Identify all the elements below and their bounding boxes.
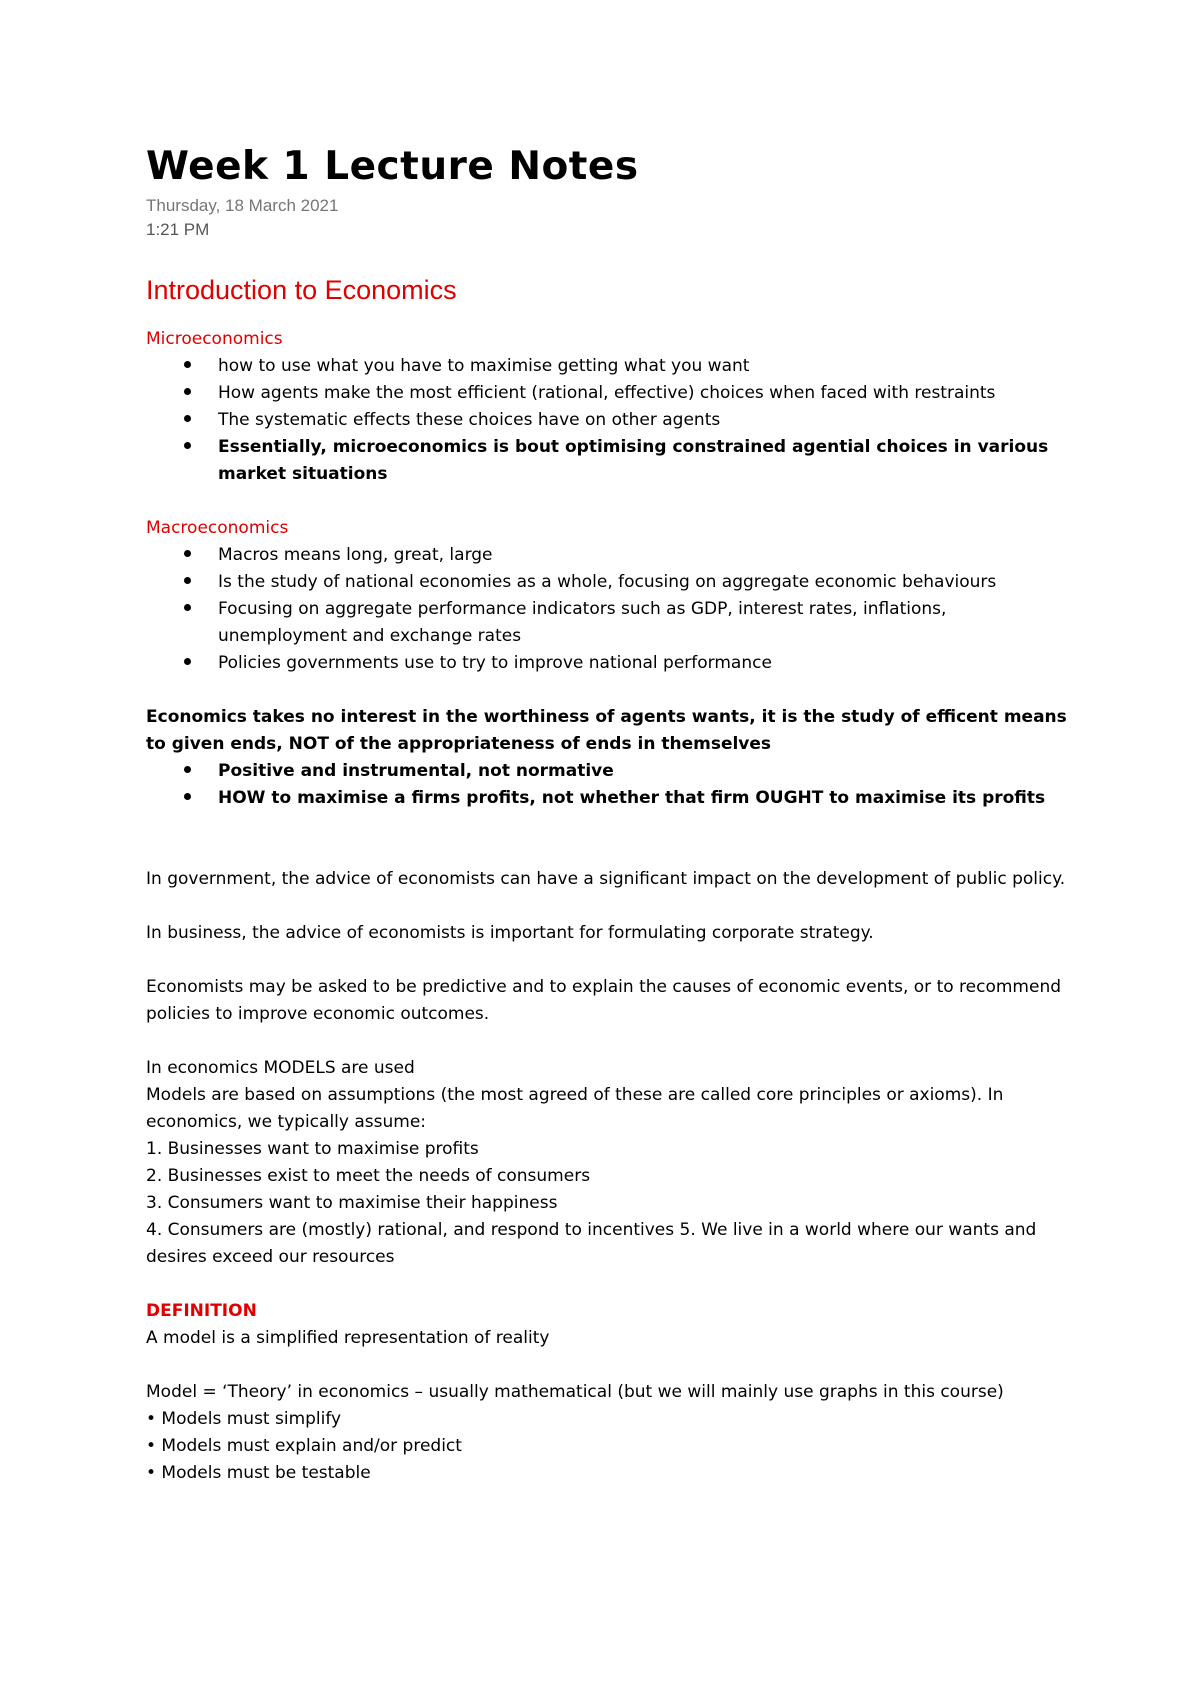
micro-list: [146, 353, 1076, 488]
models-assumptions: Models are based on assumptions (the most agreed of these are called core principles or axioms). In economics, we typically assume:: [146, 1085, 1004, 1132]
theory-item: • Models must be testable: [146, 1463, 371, 1483]
predictive-paragraph: Economists may be asked to be predictive and to explain the causes of economic events, or to recommend policies to improve economic outcomes.: [146, 977, 1062, 1024]
list-item: Policies governments use to try to improve national performance: [218, 650, 1076, 677]
interest-list: [146, 758, 1076, 812]
definition-text: A model is a simplified representation of reality: [146, 1328, 550, 1348]
assumption-item: 2. Businesses exist to meet the needs of consumers: [146, 1166, 591, 1186]
list-item: how to use what you have to maximise getting what you want: [218, 353, 1076, 380]
assumption-item: 1. Businesses want to maximise profits: [146, 1139, 479, 1159]
list-item: Positive and instrumental, not normative: [218, 758, 1076, 785]
note-page: [146, 140, 1076, 1487]
note-time: 1:21 PM: [146, 220, 210, 239]
list-item: The systematic effects these choices have on other agents: [218, 407, 1076, 434]
note-date: Thursday, 18 March 2021: [146, 196, 339, 215]
list-item: HOW to maximise a firms profits, not whether that firm OUGHT to maximise its profits: [218, 785, 1076, 812]
assumption-item: 4. Consumers are (mostly) rational, and respond to incentives 5. We live in a world where our wants and desires exceed our resources: [146, 1220, 1037, 1267]
business-paragraph: In business, the advice of economists is important for formulating corporate strategy.: [146, 923, 874, 943]
theory-item: • Models must simplify: [146, 1409, 342, 1429]
assumption-item: 3. Consumers want to maximise their happiness: [146, 1193, 558, 1213]
theory-item: • Models must explain and/or predict: [146, 1436, 462, 1456]
interest-paragraph: Economics takes no interest in the worthiness of agents wants, it is the study of efficent means to given ends, NOT of the appropriateness of ends in themselves: [146, 707, 1067, 754]
macro-list: [146, 542, 1076, 677]
models-intro: In economics MODELS are used: [146, 1058, 415, 1078]
theory-text: Model = ‘Theory’ in economics – usually mathematical (but we will mainly use graphs in this course): [146, 1382, 1004, 1402]
list-item: Macros means long, great, large: [218, 542, 1076, 569]
section-heading: Introduction to Economics: [146, 275, 457, 305]
page-title: Week 1 Lecture Notes: [146, 144, 639, 189]
list-item: How agents make the most efficient (rational, effective) choices when faced with restraints: [218, 380, 1076, 407]
list-item: Essentially, microeconomics is bout optimising constrained agential choices in various market situations: [218, 434, 1076, 488]
government-paragraph: In government, the advice of economists can have a significant impact on the development of public policy.: [146, 869, 1066, 889]
micro-heading: Microeconomics: [146, 329, 283, 349]
macro-heading: Macroeconomics: [146, 518, 289, 538]
definition-label: DEFINITION: [146, 1301, 257, 1321]
list-item: Focusing on aggregate performance indicators such as GDP, interest rates, inflations, unemployment and exchange rates: [218, 596, 1076, 650]
list-item: Is the study of national economies as a whole, focusing on aggregate economic behaviours: [218, 569, 1076, 596]
